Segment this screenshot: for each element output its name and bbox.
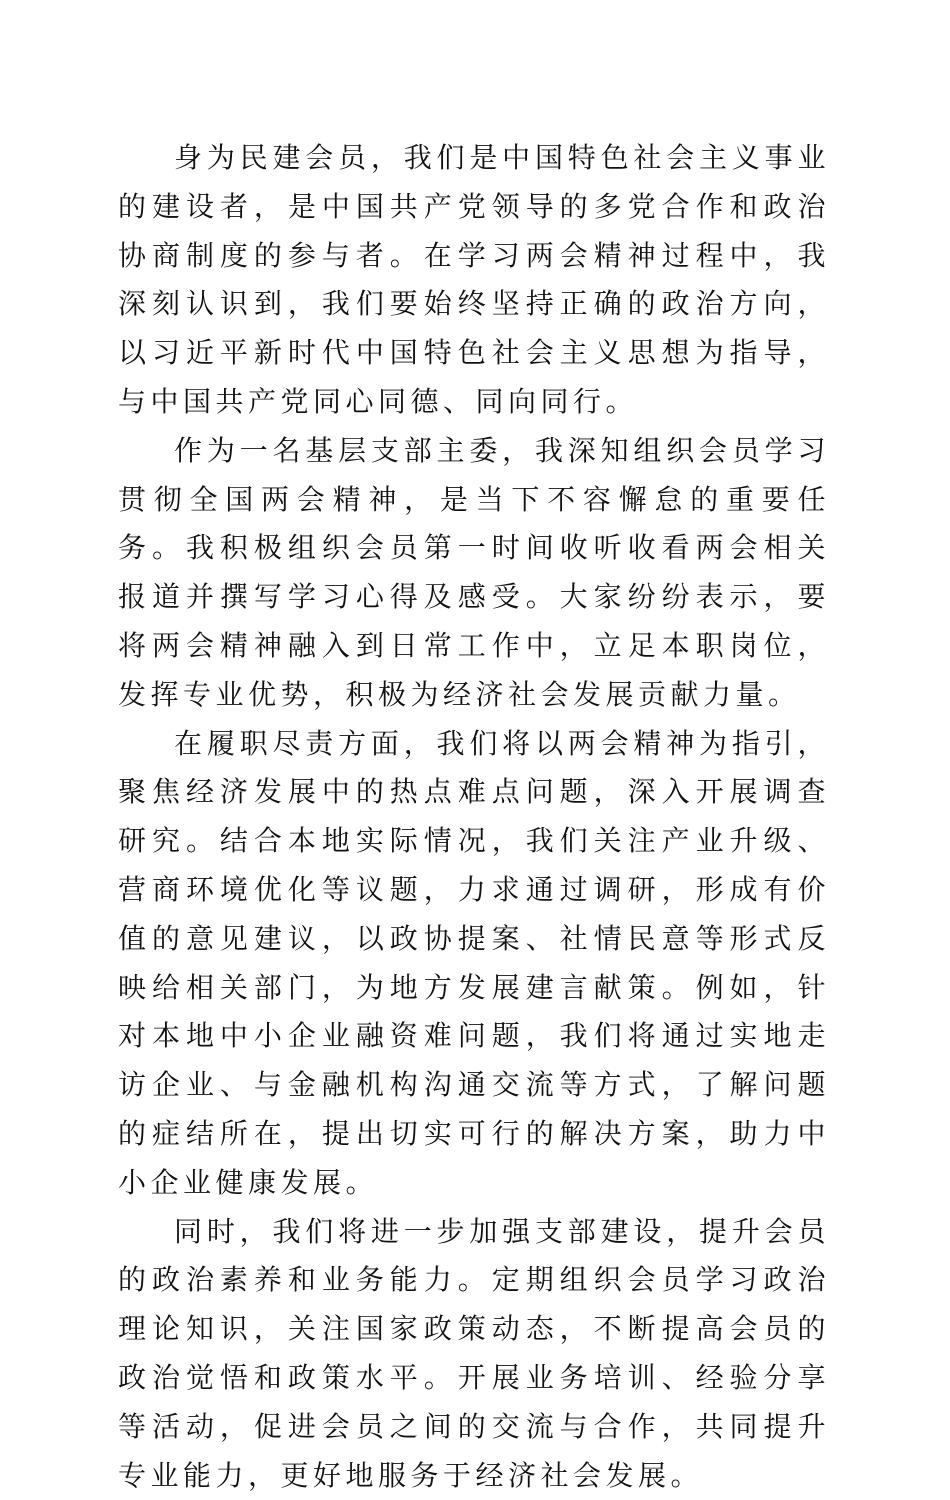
paragraph-4: 同时，我们将进一步加强支部建设，提升会员的政治素养和业务能力。定期组织会员学习政治理论知识，关注国家政策动态，不断提高会员的政治觉悟和政策水平。开展业务培训、经验分享等活动，促进会员之间的交流与合作，共同提升专业能力，更好地服务于经济社会发展。 xyxy=(118,1214,830,1492)
paragraph-1: 身为民建会员，我们是中国特色社会主义事业的建设者，是中国共产党领导的多党合作和政治协商制度的参与者。在学习两会精神过程中，我深刻认识到，我们要始终坚持正确的政治方向，以习近平新时代中国特色社会主义思想为指导，与中国共产党同心同德、同向同行。 xyxy=(118,141,830,418)
paragraph-2: 作为一名基层支部主委，我深知组织会员学习贯彻全国两会精神，是当下不容懈怠的重要任务。我积极组织会员第一时间收听收看两会相关报道并撰写学习心得及感受。大家纷纷表示，要将两会精神融入到日常工作中，立足本职岗位，发挥专业优势，积极为经济社会发展贡献力量。 xyxy=(118,433,830,711)
document-body xyxy=(118,134,830,1500)
paragraph-3: 在履职尽责方面，我们将以两会精神为指引，聚焦经济发展中的热点难点问题，深入开展调查研究。结合本地实际情况，我们关注产业升级、营商环境优化等议题，力求通过调研，形成有价值的意见建议，以政协提案、社情民意等形式反映给相关部门，为地方发展建言献策。例如，针对本地中小企业融资难问题，我们将通过实地走访企业、与金融机构沟通交流等方式，了解问题的症结所在，提出切实可行的解决方案，助力中小企业健康发展。 xyxy=(118,726,830,1199)
